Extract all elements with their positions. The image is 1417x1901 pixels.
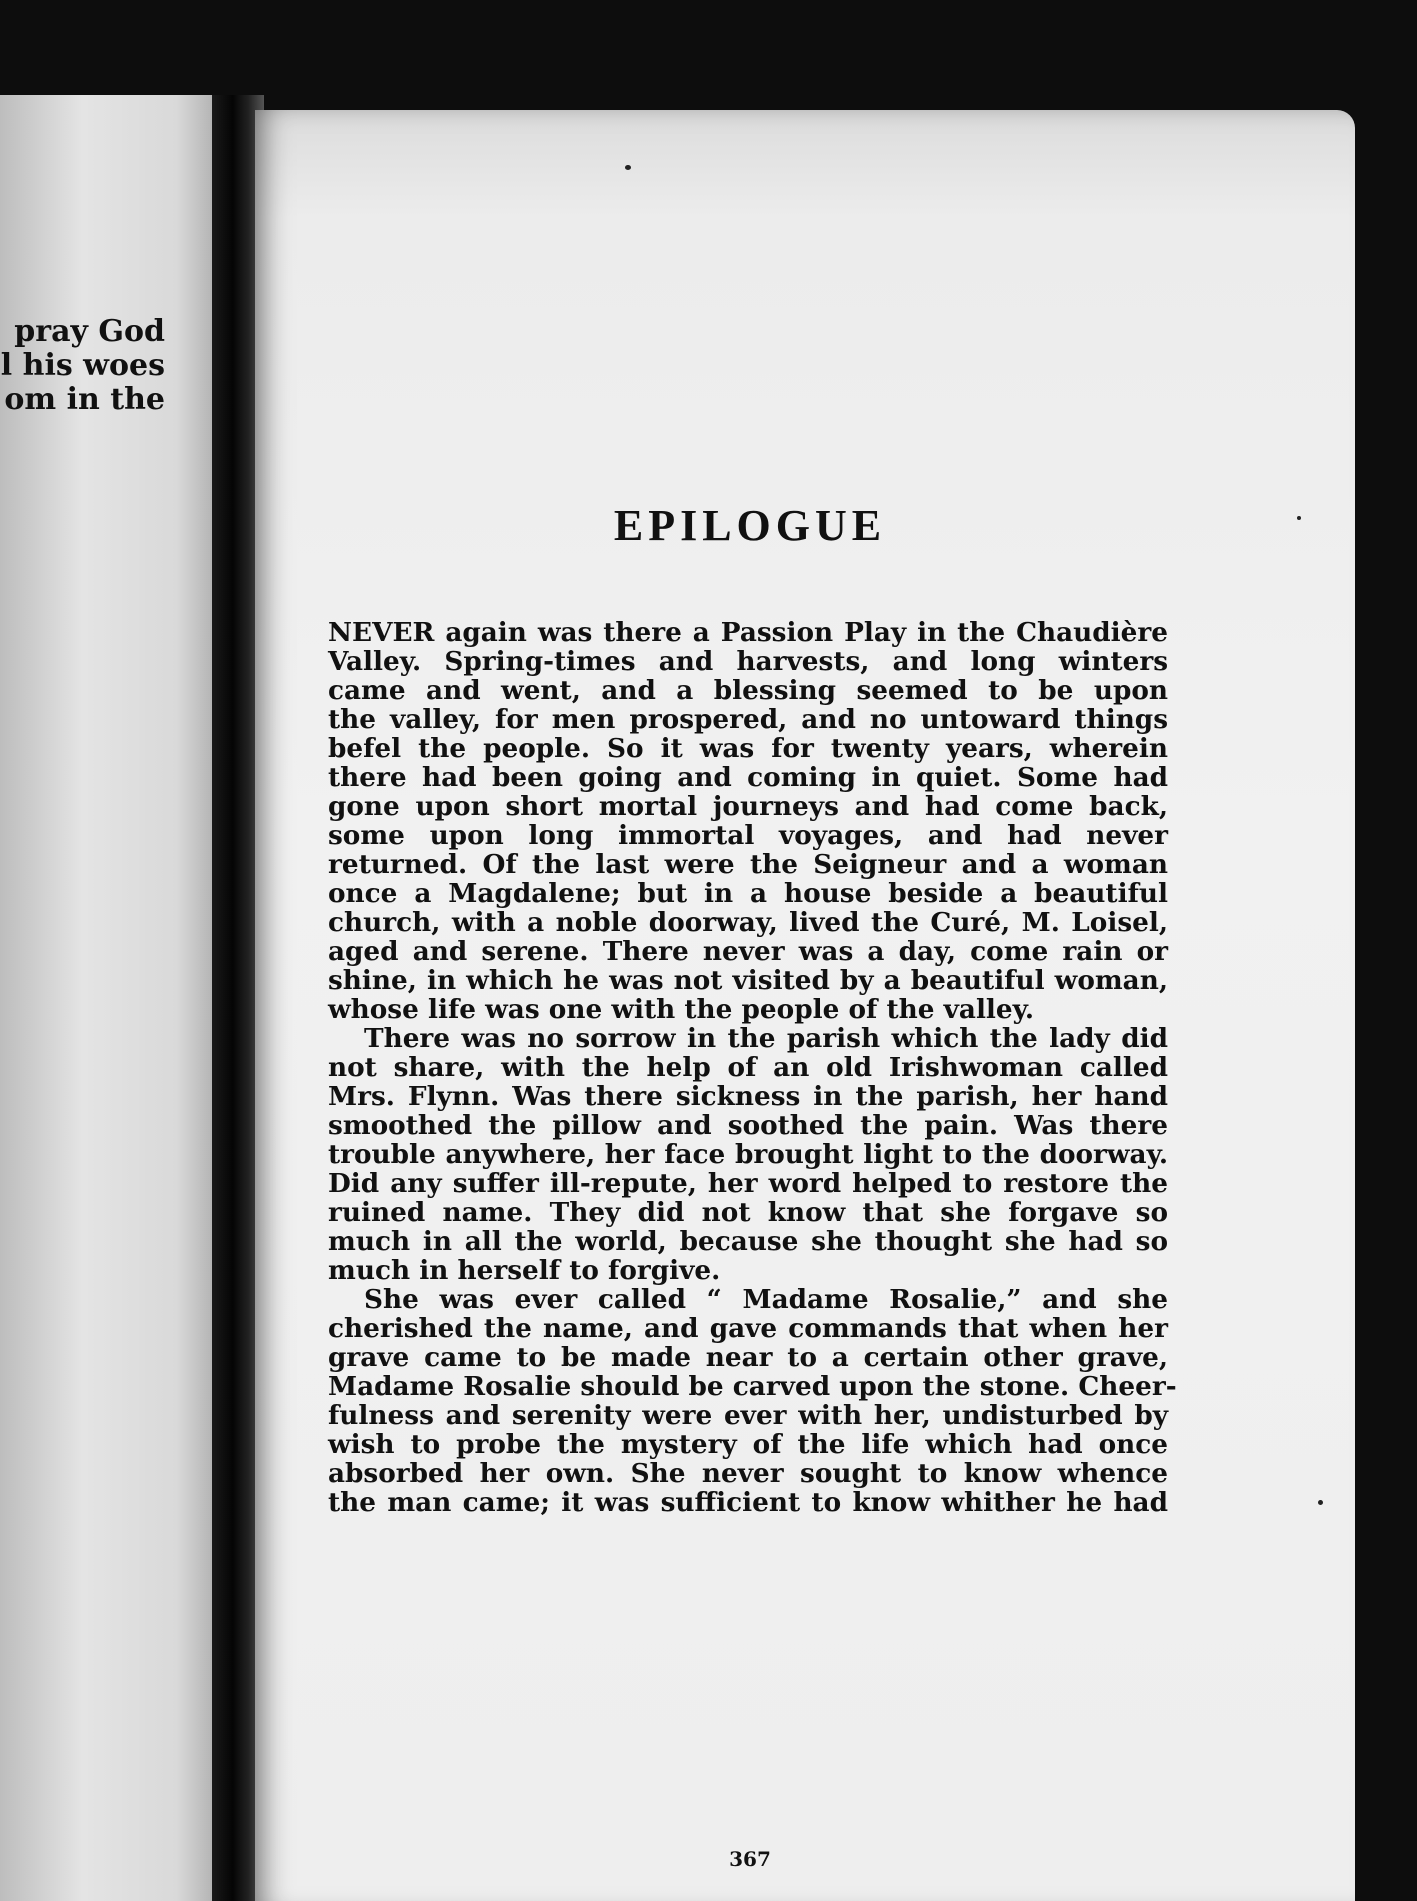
text-line: the valley, for men prospered, and no untoward things [328, 704, 1168, 735]
text-line: there had been going and coming in quiet. Some had [328, 762, 1168, 793]
facing-page-line: pray God [14, 314, 165, 349]
text-line: returned. Of the last were the Seigneur and a woman [328, 849, 1168, 880]
facing-page-line: l his woes [0, 348, 165, 383]
text-line: shine, in which he was not visited by a beautiful woman, [328, 965, 1168, 996]
text-line: church, with a noble doorway, lived the Curé, M. Loisel, [328, 907, 1168, 938]
text-line: whose life was one with the people of the valley. [328, 994, 1035, 1025]
facing-page-text [0, 315, 165, 417]
text-line: Madame Rosalie should be carved upon the stone. Cheer- [328, 1371, 1177, 1402]
text-line: wish to probe the mystery of the life which had once [328, 1429, 1168, 1460]
text-line: ruined name. They did not know that she forgave so [328, 1197, 1168, 1228]
chapter-title: EPILOGUE [613, 501, 887, 550]
text-line: Valley. Spring-times and harvests, and long winters [328, 646, 1168, 677]
page-number: 367 [729, 1847, 771, 1871]
text-line: much in herself to forgive. [328, 1255, 721, 1286]
scan-speck [1318, 1500, 1323, 1505]
text-line: the man came; it was sufficient to know whither he had [328, 1487, 1168, 1518]
text-line: There was no sorrow in the parish which the lady did [364, 1023, 1168, 1054]
text-line: not share, with the help of an old Irishwoman called [328, 1052, 1168, 1083]
text-line: aged and serene. There never was a day, come rain or [328, 936, 1168, 967]
scan-speck [1297, 516, 1301, 520]
text-line: much in all the world, because she thought she had so [328, 1226, 1168, 1257]
text-line: Did any suffer ill-repute, her word helped to restore the [328, 1168, 1168, 1199]
text-line: Mrs. Flynn. Was there sickness in the parish, her hand [328, 1081, 1168, 1112]
text-line: cherished the name, and gave commands that when her [328, 1313, 1168, 1344]
text-line: once a Magdalene; but in a house beside a beautiful [328, 878, 1168, 909]
text-line: grave came to be made near to a certain other grave, [328, 1342, 1168, 1373]
body-text [328, 617, 1177, 1518]
scan-speck [625, 165, 631, 170]
text-line: trouble anywhere, her face brought light to the doorway. [328, 1139, 1168, 1170]
text-line: fulness and serenity were ever with her, undisturbed by [328, 1400, 1168, 1431]
text-line: gone upon short mortal journeys and had come back, [328, 791, 1168, 822]
facing-page-line: om in the [4, 382, 165, 417]
text-line: absorbed her own. She never sought to know whence [328, 1458, 1168, 1489]
text-line: smoothed the pillow and soothed the pain. Was there [328, 1110, 1168, 1141]
facing-page-fragment [0, 95, 235, 1901]
text-line: came and went, and a blessing seemed to be upon [328, 675, 1168, 706]
text-line: NEVER again was there a Passion Play in the Chaudière [328, 617, 1168, 648]
text-line: some upon long immortal voyages, and had never [328, 820, 1168, 851]
text-line: She was ever called “ Madame Rosalie,” and she [364, 1284, 1168, 1315]
book-page [255, 110, 1355, 1901]
text-line: befel the people. So it was for twenty years, wherein [328, 733, 1168, 764]
